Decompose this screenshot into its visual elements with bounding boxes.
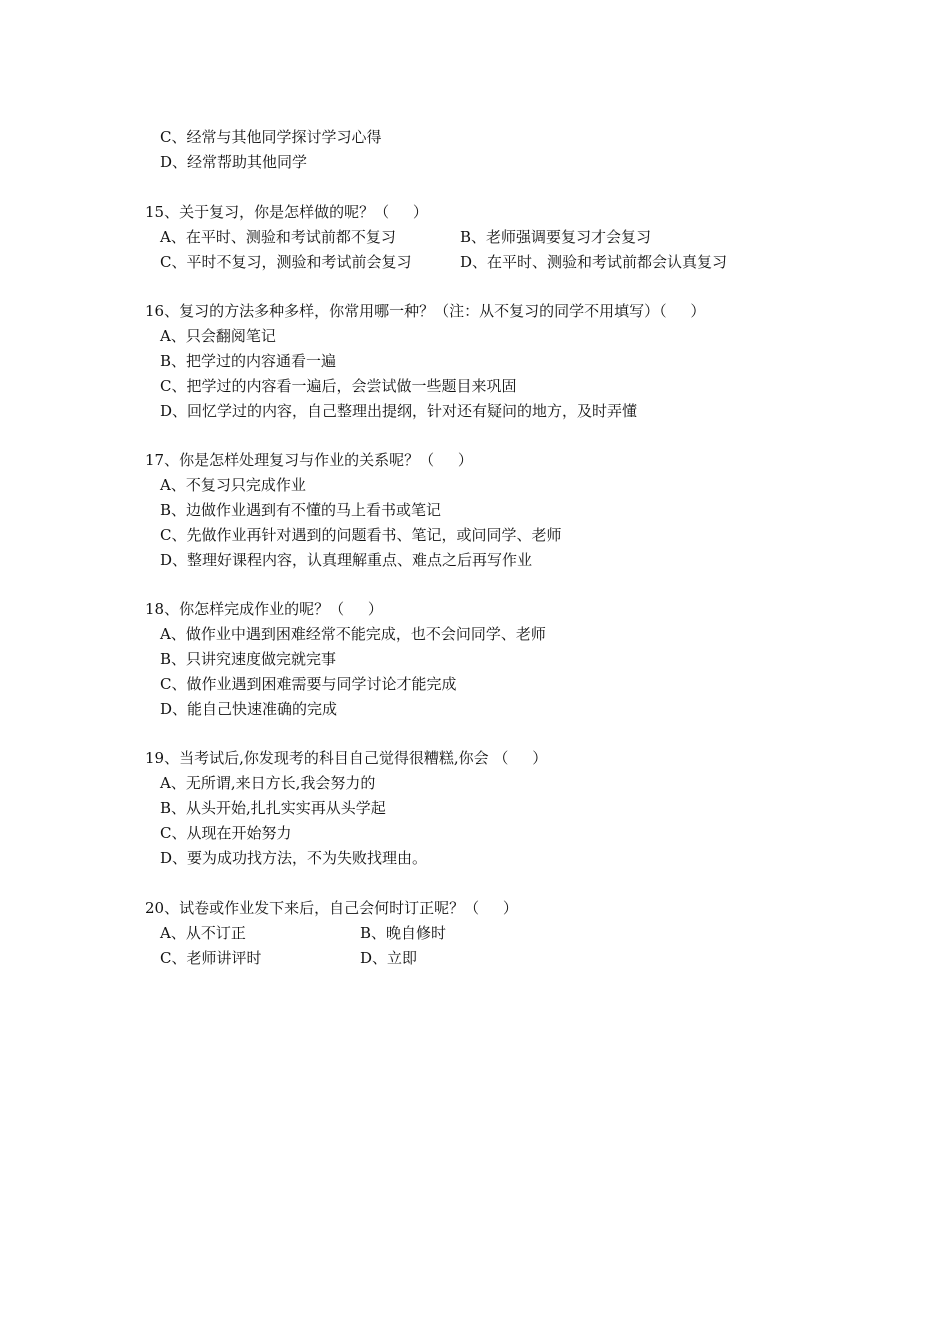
option-d: D、要为成功找方法，不为失败找理由。 <box>160 849 428 867</box>
option-b: B、老师强调要复习才会复习 <box>460 228 652 246</box>
option-a: A、做作业中遇到困难经常不能完成，也不会问同学、老师 <box>160 625 546 643</box>
question-16: 16、复习的方法多种多样，你常用哪一种？（注：从不复习的同学不用填写）（ ） <box>145 302 706 320</box>
option-d: D、回忆学过的内容，自己整理出提纲，针对还有疑问的地方，及时弄懂 <box>160 402 638 420</box>
option-d: D、能自己快速准确的完成 <box>160 700 338 718</box>
option-b: B、边做作业遇到有不懂的马上看书或笔记 <box>160 501 442 519</box>
option-c: C、老师讲评时 <box>160 949 262 967</box>
option-d: D、在平时、测验和考试前都会认真复习 <box>460 253 728 271</box>
question-20: 20、试卷或作业发下来后，自己会何时订正呢？（ ） <box>145 899 518 917</box>
question-19: 19、当考试后,你发现考的科目自己觉得很糟糕,你会 （ ） <box>145 749 548 767</box>
option-b: B、晚自修时 <box>360 924 447 942</box>
option-b: B、只讲究速度做完就完事 <box>160 650 337 668</box>
option-a: A、无所谓,来日方长,我会努力的 <box>160 774 376 792</box>
option-c: C、平时不复习，测验和考试前会复习 <box>160 253 412 271</box>
question-18: 18、你怎样完成作业的呢？（ ） <box>145 600 383 618</box>
option-c: C、经常与其他同学探讨学习心得 <box>160 128 382 146</box>
question-17: 17、你是怎样处理复习与作业的关系呢？（ ） <box>145 451 473 469</box>
option-b: B、从头开始,扎扎实实再从头学起 <box>160 799 386 817</box>
option-a: A、在平时、测验和考试前都不复习 <box>160 228 396 246</box>
option-a: A、不复习只完成作业 <box>160 476 306 494</box>
option-c: C、先做作业再针对遇到的问题看书、笔记，或问同学、老师 <box>160 526 562 544</box>
option-d: D、立即 <box>360 949 418 967</box>
question-15: 15、关于复习，你是怎样做的呢？（ ） <box>145 203 428 221</box>
option-d: D、整理好课程内容，认真理解重点、难点之后再写作业 <box>160 551 533 569</box>
option-c: C、从现在开始努力 <box>160 824 292 842</box>
option-c: C、把学过的内容看一遍后，会尝试做一些题目来巩固 <box>160 377 517 395</box>
option-d: D、经常帮助其他同学 <box>160 153 308 171</box>
option-b: B、把学过的内容通看一遍 <box>160 352 337 370</box>
option-a: A、只会翻阅笔记 <box>160 327 276 345</box>
option-a: A、从不订正 <box>160 924 246 942</box>
option-c: C、做作业遇到困难需要与同学讨论才能完成 <box>160 675 457 693</box>
